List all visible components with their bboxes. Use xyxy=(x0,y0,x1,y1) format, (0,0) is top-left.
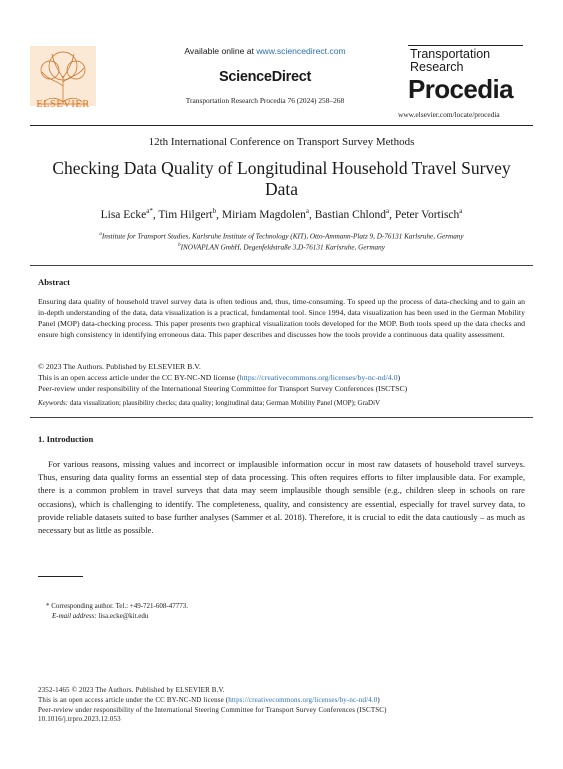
author-affiliation-mark: a* xyxy=(146,207,153,215)
corresponding-author-note: * Corresponding author. Tel.: +49-721-608-47773. xyxy=(46,602,188,610)
sciencedirect-link[interactable]: www.sciencedirect.com xyxy=(256,46,346,56)
bottom-license-prefix: This is an open access article under the CC BY-NC-ND license ( xyxy=(38,695,229,704)
peer-review-line: Peer-review under responsibility of the International Steering Committee for Transport Survey Conferences (ISCTSC) xyxy=(38,384,408,393)
author-affiliation-mark: a xyxy=(386,207,390,215)
journal-title-line1: Transportation xyxy=(410,47,491,61)
introduction-body: For various reasons, missing values and incorrect or implausible information occur in most raw datasets of household travel surveys. Thus, ensuring data quality forms an essential step of data processing. This often requires efforts to filter implausible data. For example, there is a common problem in travel surveys that data may seem implausible though sensible (e.g., children sleep in schools on rare occasions), which is challenging to identify. The completeness, quality, and consistency are essential, especially for travel survey data, to provide reliable datasets suited to base further analyses (Sammer et al. 2018). Therefore, it is crucial to edit the data cautiously – as much as necessary but as little as possible. xyxy=(38,459,525,536)
affiliations xyxy=(30,230,533,253)
bottom-license-link[interactable]: https://creativecommons.org/licenses/by-nc-nd/4.0 xyxy=(228,695,378,704)
author-name: Tim Hilgert$^b$ xyxy=(158,207,217,221)
bottom-peer-review-line: Peer-review under responsibility of the International Steering Committee for Transport Survey Conferences (ISCTSC) xyxy=(38,705,387,714)
bottom-license-suffix: ) xyxy=(377,695,380,704)
author-name: Peter Vortisch$^a$ xyxy=(394,207,463,221)
journal-title-line2: Research xyxy=(410,60,464,74)
email-address[interactable]: lisa.ecke@kit.edu xyxy=(98,612,149,620)
author-list: Lisa Ecke$^{a*}$, Tim Hilgert$^b$, Miriam Magdolen$^a$, Bastian Chlond$^a$, Peter Vortisch$^a$ xyxy=(100,207,463,221)
abstract-heading: Abstract xyxy=(38,277,70,287)
author-affiliation-mark: a xyxy=(305,207,309,215)
journal-title-procedia: Procedia xyxy=(408,74,514,104)
header-divider xyxy=(30,125,533,126)
author-name: Miriam Magdolen$^a$ xyxy=(221,207,309,221)
abstract-top-rule xyxy=(30,265,533,266)
email-note xyxy=(52,612,148,620)
available-prefix: Available online at xyxy=(184,46,257,56)
section-heading-introduction: 1. Introduction xyxy=(38,434,94,444)
keywords-line xyxy=(38,399,525,407)
footnote-rule xyxy=(38,576,83,577)
conference-name: 12th International Conference on Transport Survey Methods xyxy=(148,136,415,148)
copyright-line: © 2023 The Authors. Published by ELSEVIER B.V. xyxy=(38,362,201,371)
affiliation-mark: b xyxy=(178,243,181,249)
journal-logo-rule xyxy=(408,45,523,46)
email-label: E-mail address: xyxy=(52,612,97,620)
license-suffix: ) xyxy=(397,373,401,382)
bottom-license-line xyxy=(38,696,525,706)
author-name: Bastian Chlond$^a$ xyxy=(314,207,390,221)
affiliation-mark: a xyxy=(99,232,102,237)
author-name: Lisa Ecke$^{a*}$ xyxy=(100,207,153,221)
paper-title: Checking Data Quality of Longitudinal Household Travel Survey Data xyxy=(52,158,511,199)
license-prefix: This is an open access article under the CC BY-NC-ND license ( xyxy=(38,373,240,382)
affiliation-line: $^b$INOVAPLAN GmbH, Degenfeldstraße 3,D-76131 Karlsruhe, Germany xyxy=(178,243,385,252)
sciencedirect-brand: ScienceDirect xyxy=(218,69,311,85)
author-affiliation-mark: b xyxy=(212,207,217,215)
abstract-bottom-rule xyxy=(30,417,533,418)
publication-info xyxy=(38,686,525,725)
affiliation-line: $^a$Institute for Transport Studies, Karlsruhe Institute of Technology (KIT), Otto-Ammann-Platz 9, D-76131 Karlsruhe, Germany xyxy=(99,232,464,241)
elsevier-wordmark: ELSEVIER xyxy=(36,99,90,110)
abstract-body: Ensuring data quality of household travel survey data is often tedious and, thus, time-consuming. To speed up the process of data-checking and to gain an in-depth understanding of the data, data visualization is a practical, fundamental tool. Since 1994, data visualization has been used in the German Mobility Panel (MOP) data-checking process. This paper presents two graphical visualization tools developed for the MOP. Both tools speed up the data checks and ensure high consistency in identifying erroneous data. This paper describes and discusses how the tools provide a continuous data quality assessment. xyxy=(38,297,525,339)
keywords-list: data visualization; plausibility checks; data quality; longitudinal data; German Mobility Panel (MOP); GraDiV xyxy=(69,399,381,407)
journal-reference: Transportation Research Procedia 76 (2024) 258–268 xyxy=(185,96,345,105)
available-online xyxy=(150,46,380,56)
issn-line: 2352-1465 © 2023 The Authors. Published by ELSEVIER B.V. xyxy=(38,686,225,694)
doi-line[interactable]: 10.1016/j.trpro.2023.12.053 xyxy=(38,715,121,724)
keywords-label: Keywords: xyxy=(38,399,69,407)
abstract-copyright-block xyxy=(38,361,525,394)
journal-url[interactable]: www.elsevier.com/locate/procedia xyxy=(398,110,500,119)
author-affiliation-mark: a xyxy=(459,207,463,215)
license-link[interactable]: https://creativecommons.org/licenses/by-nc-nd/4.0 xyxy=(239,373,398,382)
license-line xyxy=(38,372,525,383)
